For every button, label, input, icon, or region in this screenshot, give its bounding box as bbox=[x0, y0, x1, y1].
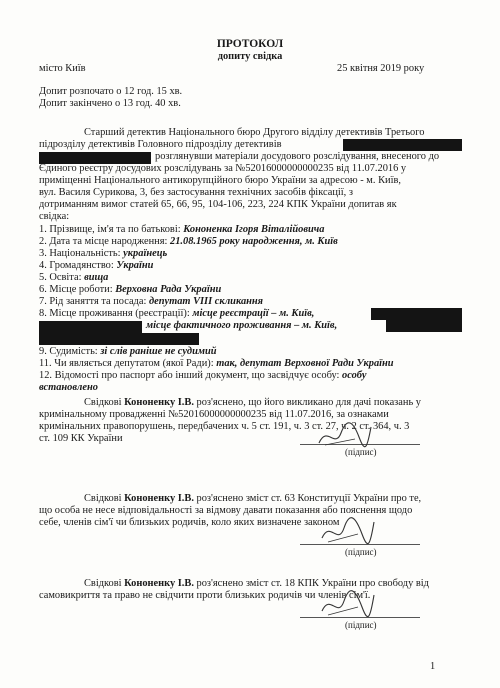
item-label: 9. Судимість: bbox=[39, 346, 98, 357]
item-label: 2. Дата та місце народження: bbox=[39, 236, 168, 247]
item-birth bbox=[39, 236, 338, 248]
intro-line-2: підрозділу детективів Головного підрозділу детективів bbox=[39, 139, 282, 150]
witness-name: Кононенку І.В. bbox=[124, 493, 194, 504]
item-education bbox=[39, 272, 108, 284]
item-value: українець bbox=[123, 248, 168, 259]
item-value: так, депутат Верховної Ради України bbox=[216, 358, 394, 369]
item-value: депутат VIII скликання bbox=[148, 296, 264, 307]
item-nationality bbox=[39, 248, 167, 260]
witness-name: Кононенку І.В. bbox=[124, 397, 194, 408]
document-title: ПРОТОКОЛ bbox=[216, 38, 284, 50]
page-number: 1 bbox=[430, 661, 436, 672]
para2-text: Свідкові bbox=[84, 493, 122, 504]
item-value: особу bbox=[342, 370, 367, 381]
item-value: вища bbox=[84, 272, 109, 283]
item-residence bbox=[39, 308, 314, 320]
para1-line-3: кримінальних правопорушень, передбачених ч. 5 ст. 191, ч. 3 ст. 27, ч. 2 ст. 364, ч. 3 bbox=[39, 421, 410, 432]
signature-caption: (підпис) bbox=[345, 547, 377, 557]
intro-line-3: розглянувши матеріали досудового розслідування, внесеного до bbox=[155, 151, 440, 162]
city: місто Київ bbox=[39, 63, 86, 74]
redaction-box bbox=[343, 139, 462, 151]
para2-line-2: що особа не несе відповідальності за відмову давати показання або пояснення щодо bbox=[39, 505, 413, 516]
para2-line-1 bbox=[84, 493, 421, 505]
item-value: місце фактичного проживання – м. Київ, bbox=[146, 320, 338, 331]
signature-caption: (підпис) bbox=[345, 620, 377, 630]
witness-name: Кононенку І.В. bbox=[124, 578, 194, 589]
item-full-name bbox=[39, 224, 324, 236]
end-time: Допит закінчено о 13 год. 40 хв. bbox=[39, 98, 181, 109]
para3-text: Свідкові bbox=[84, 578, 122, 589]
item-label: 6. Місце роботи: bbox=[39, 284, 113, 295]
redaction-box bbox=[39, 333, 199, 345]
document-date: 25 квітня 2019 року bbox=[337, 63, 425, 74]
item-label: 3. Національність: bbox=[39, 248, 121, 259]
item-label: 1. Прізвище, ім'я та по батькові: bbox=[39, 224, 181, 235]
signature-mark bbox=[318, 585, 378, 630]
para3-text: роз'яснено зміст ст. 18 КПК України про свободу від bbox=[196, 578, 429, 589]
item-label: 4. Громадянство: bbox=[39, 260, 114, 271]
item-passport bbox=[39, 370, 366, 382]
item-value: зі слів раніше не судимий bbox=[100, 346, 217, 357]
item-value: місце реєстрації – м. Київ, bbox=[192, 308, 315, 319]
signature-mark bbox=[318, 512, 378, 557]
intro-line-1: Старший детектив Національного бюро Другого відділу детективів Третього bbox=[84, 127, 425, 138]
para1-text: Свідкові bbox=[84, 397, 122, 408]
item-workplace bbox=[39, 284, 221, 296]
para1-text: роз'яснено, що його викликано для дачі показань у bbox=[196, 397, 421, 408]
item-passport-cont bbox=[39, 382, 98, 394]
redaction-box bbox=[371, 308, 462, 320]
item-actual-residence bbox=[146, 320, 337, 332]
item-label: 12. Відомості про паспорт або інший документ, що засвідчує особу: bbox=[39, 370, 340, 381]
para3-line-2: самовикриття та право не свідчити проти близьких родичів чи членів сім'ї. bbox=[39, 590, 371, 601]
item-value: Верховна Рада України bbox=[115, 284, 222, 295]
redaction-box bbox=[386, 320, 462, 332]
item-deputy bbox=[39, 358, 394, 370]
redaction-box bbox=[39, 321, 142, 333]
intro-line-6: вул. Василя Сурикова, 3, без застосування технічних засобів фіксації, з bbox=[39, 187, 353, 198]
item-value: 21.08.1965 року народження, м. Київ bbox=[170, 236, 338, 247]
item-occupation bbox=[39, 296, 263, 308]
intro-line-7: дотриманням вимог статей 65, 66, 95, 104-106, 223, 224 КПК України допитав як bbox=[39, 199, 397, 210]
para1-line-1 bbox=[84, 397, 421, 409]
item-value: Кононенка Ігоря Віталійовича bbox=[183, 224, 325, 235]
para1-line-2: кримінальному провадженні №52016000000000235 від 11.07.2016, за ознаками bbox=[39, 409, 389, 420]
item-criminal-record bbox=[39, 346, 217, 358]
item-value: України bbox=[116, 260, 154, 271]
item-label: 5. Освіта: bbox=[39, 272, 82, 283]
item-label: 7. Рід заняття та посада: bbox=[39, 296, 147, 307]
para2-line-3: себе, членів сім'ї чи близьких родичів, коло яких визначене законом bbox=[39, 517, 340, 528]
intro-line-5: приміщенні Національного антикорупційного бюро України за адресою - м. Київ, bbox=[39, 175, 401, 186]
start-time: Допит розпочато о 12 год. 15 хв. bbox=[39, 86, 183, 97]
para2-text: роз'яснено зміст ст. 63 Конституції України про те, bbox=[196, 493, 422, 504]
item-value: встановлено bbox=[39, 382, 98, 393]
intro-line-8: свідка: bbox=[39, 211, 70, 222]
signature-mark bbox=[315, 415, 375, 460]
item-label: 11. Чи являється депутатом (якої Ради): bbox=[39, 358, 214, 369]
document-subtitle: допиту свідка bbox=[217, 51, 283, 62]
item-citizenship bbox=[39, 260, 153, 272]
para1-line-4: ст. 109 КК України bbox=[39, 433, 123, 444]
item-label: 8. Місце проживання (реєстрації): bbox=[39, 308, 190, 319]
signature-caption: (підпис) bbox=[345, 447, 377, 457]
intro-line-4: Єдиного реєстру досудових розслідувань за №52016000000000235 від 11.07.2016 у bbox=[39, 163, 407, 174]
